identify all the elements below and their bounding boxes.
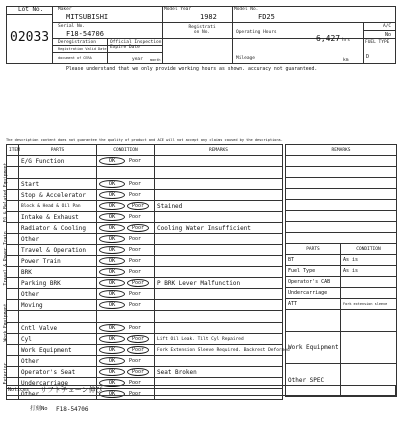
poor-mark: Poor [129,391,142,398]
ok-mark: OK [99,368,125,376]
spec-part: ATT [286,299,341,310]
remark-cell [155,179,283,190]
table-row [7,223,283,234]
table-row [7,190,283,201]
remark-cell [155,323,283,334]
spec-condition: As is [341,266,397,277]
part-name: Other [19,356,97,367]
table-row [7,289,283,300]
part-name [19,167,97,179]
ac-label: A/C [383,24,392,29]
condition-cell [97,245,155,256]
model-label: Model No. [234,7,259,12]
col-parts: PARTS [19,145,97,156]
part-name: Undercarriage [19,378,97,389]
poor-mark: Poor [129,358,142,365]
part-name: Operator's Seat [19,367,97,378]
maker-value: MITSUBISHI [66,13,109,21]
part-name: Work Equipment [19,345,97,356]
footer-label: 打刻No [30,406,48,412]
ok-mark: OK [99,335,125,343]
condition-cell [97,267,155,278]
poor-mark: Poor [129,181,142,188]
maker-divider [162,6,163,22]
spec-part: BT [286,255,341,266]
part-name: Block & Head & Oil Pan [19,201,97,212]
col-item: ITEM [7,145,19,156]
poor-mark: Poor [129,258,142,265]
item-cell [7,289,19,300]
ok-mark: OK [99,390,125,398]
remark-cell: Fork Extension Sleeve Required. Backrest Deformed [155,345,283,356]
ok-mark: OK [99,191,125,199]
spec-other: Other SPEC [286,364,341,397]
condition-cell [97,156,155,167]
spec-work-equipment: Work Equipment [286,332,341,364]
ok-mark: OK [99,224,125,232]
fuel-line [363,38,396,39]
condition-cell [97,190,155,201]
deregistration-label: Deregistration [58,40,96,45]
condition-cell [97,289,155,300]
spec-part: Undercarriage [286,288,341,299]
part-name: Other [19,389,97,400]
condition-cell [97,179,155,190]
remark-cell [155,245,283,256]
spec-row [286,266,397,277]
operating-value: 6,427 [316,34,341,43]
spec-part: Fuel Type [286,266,341,277]
ok-mark: OK [99,180,125,188]
part-name: Cyl [19,334,97,345]
part-name: Travel & Operation [19,245,97,256]
ok-mark: OK [99,268,125,276]
year-label: year [132,57,143,62]
fuel-label: FUEL TYPE [365,40,390,45]
footer-value: F18-54706 [56,406,89,413]
model-year-divider [232,6,233,22]
table-row [7,156,283,167]
remark-cell [155,356,283,367]
ok-mark: OK [99,379,125,387]
remark-cell [155,256,283,267]
spec-table [285,243,397,397]
remark-cell: Cooling Water Insufficient [155,223,283,234]
poor-mark: Poor [127,368,149,376]
serial-divider [162,22,163,64]
table-row [7,256,283,267]
hours-note: Please understand that we only provide working hours as shown. accuracy not guaranteed. [66,67,318,72]
remark-cell [155,167,283,179]
spec-condition: As is [341,255,397,266]
condition-cell [97,334,155,345]
inspection-label: Official Inspection Expire Date [110,40,162,50]
condition-cell [97,311,155,323]
lot-label: Lot No. [18,6,44,13]
condition-cell [97,367,155,378]
spec-part: Operator's CAB [286,277,341,288]
lot-label-divider [6,14,53,15]
poor-mark: Poor [127,335,149,343]
ok-mark: OK [99,213,125,221]
poor-mark: Poor [129,269,142,276]
document-sub: document of CERA [58,56,92,60]
table-row [7,300,283,311]
condition-cell [97,256,155,267]
ac-value: No [385,32,392,38]
operating-label: Operating Hours [236,30,277,35]
maker-label: Maker [58,7,72,12]
remarks-header: REMARKS [286,145,397,156]
model-value: FD25 [258,13,275,21]
poor-mark: Poor [129,302,142,309]
notices-text: リフトチェーン伸び [40,386,103,394]
poor-mark: Poor [127,346,149,354]
condition-cell [97,167,155,179]
category-exterior: Exterior [3,362,9,385]
ac-divider [363,22,364,64]
poor-mark: Poor [129,214,142,221]
part-name: Stop & Accelerator [19,190,97,201]
condition-cell [97,234,155,245]
table-row [7,345,283,356]
poor-mark: Poor [129,247,142,254]
table-row [7,278,283,289]
part-name: Other [19,234,97,245]
condition-cell [97,300,155,311]
disclaimer: The description content does not guarantee the quality of product and ACE will not accept any claims caused by the descriptions. [6,138,283,142]
ac-line [363,30,396,31]
remark-cell [155,190,283,201]
fuel-value: D [366,54,370,60]
ok-mark: OK [99,324,125,332]
km-label: km [343,58,349,63]
spec-condition-header: CONDITION [341,244,397,255]
ok-mark: OK [99,290,125,298]
remark-cell: Seat Broken [155,367,283,378]
condition-cell [97,345,155,356]
poor-mark: Poor [129,380,142,387]
condition-cell [97,356,155,367]
table-row [7,323,283,334]
lot-number: 02033 [10,30,50,45]
ok-mark: OK [99,246,125,254]
serial-value: F18-54706 [66,30,104,38]
remark-cell: Lift Oil Leak. Tilt Cyl Repaired [155,334,283,345]
category-travel: Travel & Power Train [3,231,9,286]
part-name [19,311,97,323]
hrs-label: hrs [342,38,351,43]
remark-cell [155,300,283,311]
table-row [7,212,283,223]
mileage-label: Mileage [236,56,255,61]
model-year-label: Model Year [164,7,192,12]
ok-mark: OK [99,301,125,309]
poor-mark: Poor [127,279,149,287]
spec-condition: Fork extension sleeve [341,299,397,310]
table-row [7,201,283,212]
condition-cell [97,323,155,334]
poor-mark: Poor [129,158,142,165]
table-row [7,167,283,179]
spec-condition [341,288,397,299]
table-row [7,245,283,256]
header-row1-line [52,22,396,23]
part-name: Start [19,179,97,190]
ok-mark: OK [99,357,125,365]
remark-cell: P BRK Lever Malfunction [155,278,283,289]
table-row [7,179,283,190]
condition-cell [97,212,155,223]
poor-mark: Poor [129,236,142,243]
ok-mark: OK [99,202,125,210]
category-work: Work Equipment [3,303,9,342]
spec-row [286,288,397,299]
registration-divider [232,22,233,64]
table-row [7,267,283,278]
remarks-table [285,144,397,244]
table-row [7,234,283,245]
condition-cell [97,223,155,234]
spec-row [286,299,397,310]
ok-mark: OK [99,346,125,354]
serial-label: Serial No. [58,24,86,29]
poor-mark: Poor [127,224,149,232]
month-label: month [150,58,161,62]
part-name: Intake & Exhaust [19,212,97,223]
category-eg: EG & Related Equipment [3,162,9,223]
remark-cell [155,289,283,300]
part-name: Cntl Valve [19,323,97,334]
remark-cell [155,267,283,278]
item-cell [7,345,19,356]
model-year-value: 1982 [200,13,217,21]
spec-condition [341,277,397,288]
part-name: Radiator & Cooling [19,223,97,234]
part-name: Other [19,289,97,300]
condition-cell [97,201,155,212]
part-name: Power Train [19,256,97,267]
part-name: Moving [19,300,97,311]
remark-cell [155,311,283,323]
table-row [7,356,283,367]
registration-sub: Registration Valid Date [58,47,107,51]
part-name: BRK [19,267,97,278]
condition-cell [97,278,155,289]
registration-label: Registrati on No. [188,25,216,35]
table-row [7,334,283,345]
poor-mark: Poor [129,192,142,199]
dereg-divider [107,38,108,64]
col-remarks: REMARKS [155,145,283,156]
poor-mark: Poor [127,202,149,210]
table-row [7,311,283,323]
col-condition: CONDITION [97,145,155,156]
remark-cell [155,212,283,223]
part-name: E/G Function [19,156,97,167]
ok-mark: OK [99,257,125,265]
notices-label: Notices [8,387,30,393]
ok-mark: OK [99,235,125,243]
spec-parts-header: PARTS [286,244,341,255]
poor-mark: Poor [129,325,142,332]
spec-row [286,277,397,288]
remark-cell [155,156,283,167]
table-row [7,367,283,378]
remark-cell: Stained [155,201,283,212]
spec-row [286,255,397,266]
remark-cell [155,234,283,245]
inspection-table [3,144,290,400]
ok-mark: OK [99,157,125,165]
part-name: Parking BRK [19,278,97,289]
poor-mark: Poor [129,291,142,298]
ok-mark: OK [99,279,125,287]
